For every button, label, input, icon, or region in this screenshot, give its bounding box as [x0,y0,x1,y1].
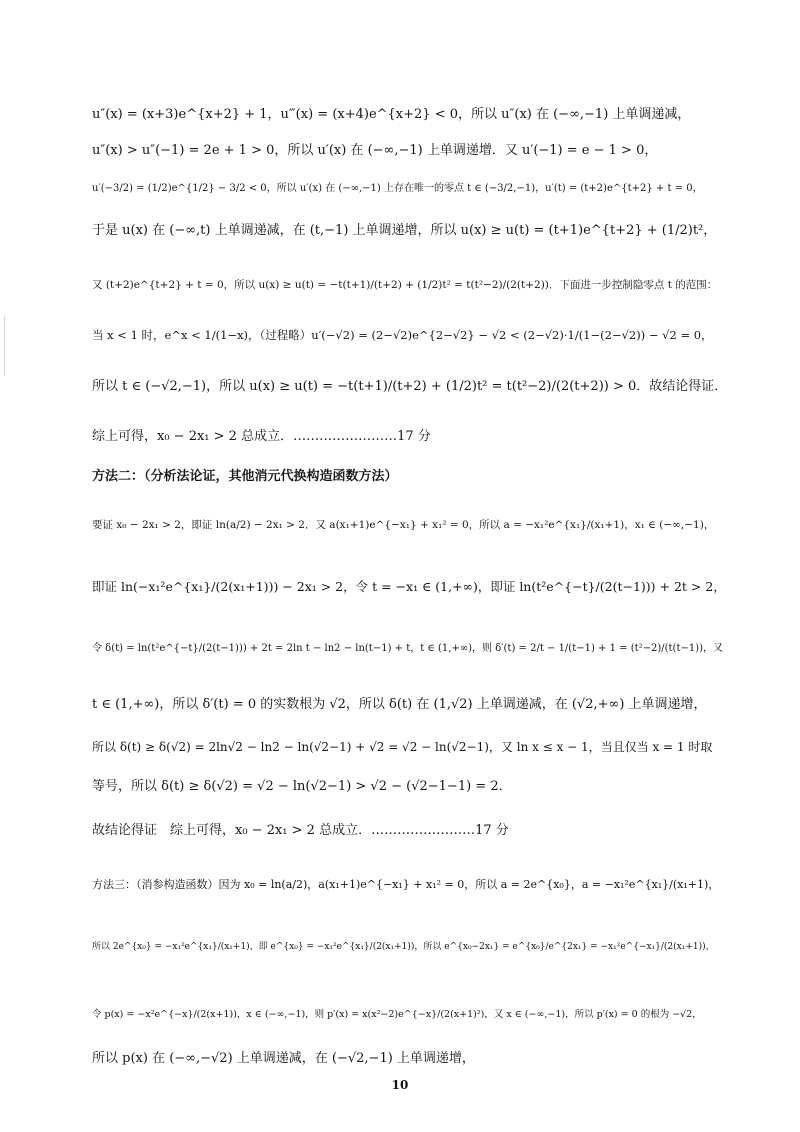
line-18: 所以 2e^{x₀} = −x₁²e^{x₁}/(x₁+1)，即 e^{x₀} = −x₁²e^{x₁}/(2(x₁+1))，所以 e^{x₀−2x₁} = e^{x₀}/e^{2x₁} = −x₁²e^{−x₁}/(2(x₁+1))， [92,942,715,952]
line-5: 又 (t+2)e^{t+2} + t = 0，所以 u(x) ≥ u(t) = −t(t+1)/(t+2) + (1/2)t² = t(t²−2)/(2(t+2))．下面进一步控制隐零点 t 的范围： [92,279,718,291]
page-number: 10 [391,1078,409,1092]
line-16: 故结论得证 综上可得，x₀ − 2x₁ > 2 总成立．……………………17 分 [92,823,509,838]
line-4: 于是 u(x) 在 (−∞,t) 上单调递减，在 (t,−1) 上单调递增，所以 u(x) ≥ u(t) = (t+1)e^{t+2} + (1/2)t²， [92,223,717,238]
line-19: 令 p(x) = −x²e^{−x}/(2(x+1))，x ∈ (−∞,−1)，则 p′(x) = x(x²−2)e^{−x}/(2(x+1)²)，又 x ∈ (−∞,−1)，所以 p′(x) = 0 的根为 −√2， [92,1009,702,1020]
line-8: 综上可得，x₀ − 2x₁ > 2 总成立．……………………17 分 [92,429,431,444]
line-6: 当 x < 1 时，e^x < 1/(1−x)，（过程略）u′(−√2) = (2−√2)e^{2−√2} − √2 < (2−√2)·1/(1−(2−√2)) − √2 = 0， [92,328,713,342]
line-2: u″(x) > u″(−1) = 2e + 1 > 0，所以 u′(x) 在 (−∞,−1) 上单调递增．又 u′(−1) = e − 1 > 0， [92,143,658,158]
line-1: u″(x) = (x+3)e^{x+2} + 1，u‴(x) = (x+4)e^{x+2} < 0，所以 u″(x) 在 (−∞,−1) 上单调递减， [92,107,691,122]
line-11: 即证 ln(−x₁²e^{x₁}/(2(x₁+1))) − 2x₁ > 2，令 t = −x₁ ∈ (1,+∞)，即证 ln(t²e^{−t}/(2(t−1))) + 2t > 2， [92,579,726,594]
method-two-heading: 方法二：（分析法论证，其他消元代换构造函数方法） [92,469,398,484]
line-3: u′(−3/2) = (1/2)e^{1/2} − 3/2 < 0，所以 u′(x) 在 (−∞,−1) 上存在唯一的零点 t ∈ (−3/2,−1)，u′(t) = (t+2)e^{t+2} + t = 0， [92,183,703,194]
line-12: 令 δ(t) = ln(t²e^{−t}/(2(t−1))) + 2t = 2ln t − ln2 − ln(t−1) + t，t ∈ (1,+∞)，则 δ′(t) = 2/t − 1/(t−1) + 1 = (t²−2)/(t(t−1))，又 [92,643,724,654]
scan-edge-mark [4,316,11,376]
line-7: 所以 t ∈ (−√2,−1)，所以 u(x) ≥ u(t) = −t(t+1)/(t+2) + (1/2)t² = t(t²−2)/(2(t+2)) > 0．故结论得证． [92,379,728,394]
method-three-line: 方法三：（消参构造函数）因为 x₀ = ln(a/2)，a(x₁+1)e^{−x₁} + x₁² = 0，所以 a = 2e^{x₀}，a = −x₁²e^{x₁}/(x₁+1)， [92,878,720,891]
line-14: 所以 δ(t) ≥ δ(√2) = 2ln√2 − ln2 − ln(√2−1) + √2 = √2 − ln(√2−1)，又 ln x ≤ x − 1，当且仅当 x = 1 时取 [92,740,713,754]
line-20: 所以 p(x) 在 (−∞,−√2) 上单调递减，在 (−√2,−1) 上单调递增， [92,1051,475,1066]
line-13: t ∈ (1,+∞)，所以 δ′(t) = 0 的实数根为 √2，所以 δ(t) 在 (1,√2) 上单调递减，在 (√2,+∞) 上单调递增， [92,697,707,712]
line-15: 等号，所以 δ(t) ≥ δ(√2) = √2 − ln(√2−1) > √2 − (√2−1−1) = 2． [92,779,512,794]
line-10: 要证 x₀ − 2x₁ > 2，即证 ln(a/2) − 2x₁ > 2．又 a(x₁+1)e^{−x₁} + x₁² = 0，所以 a = −x₁²e^{x₁}/(x₁+1)，x₁ ∈ (−∞,−1)， [92,519,715,531]
